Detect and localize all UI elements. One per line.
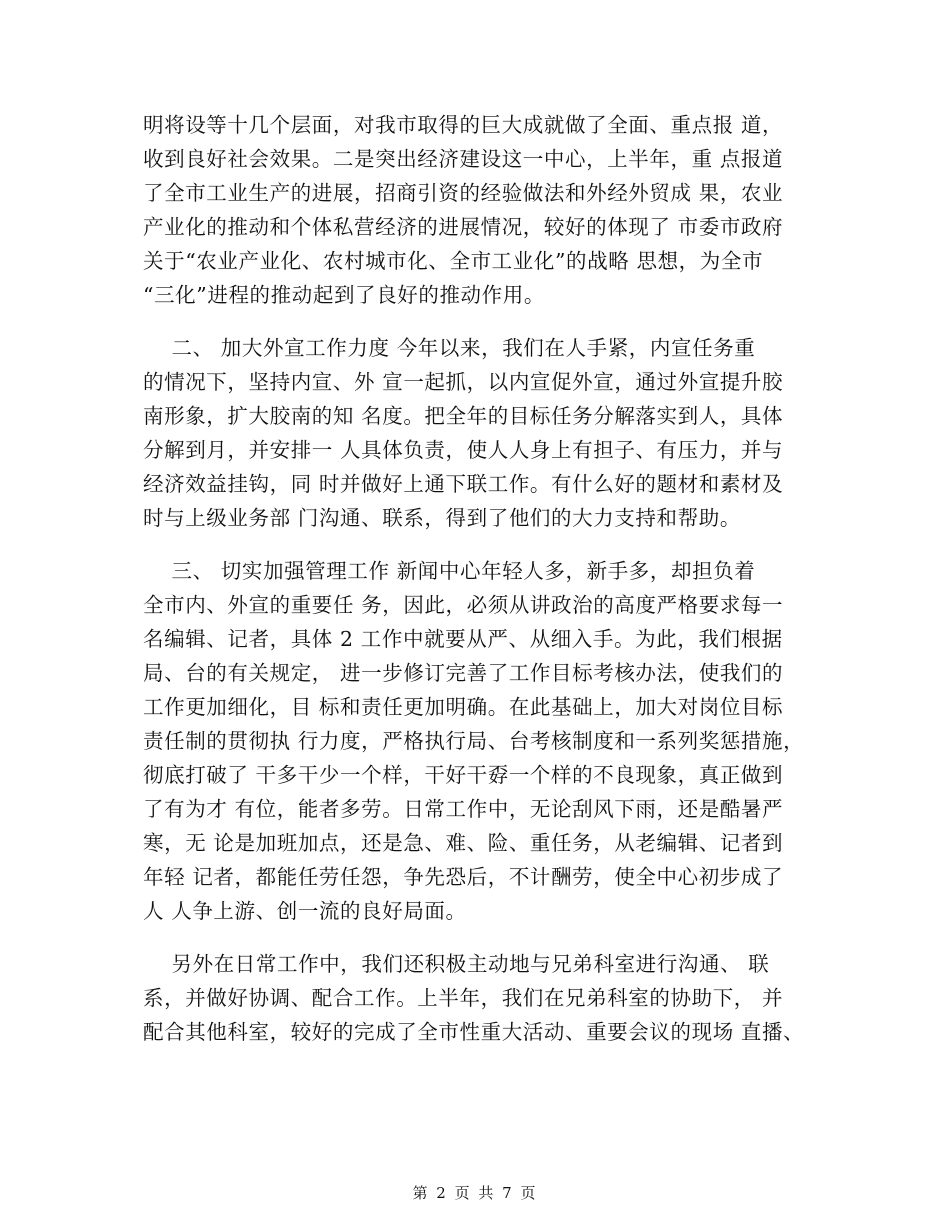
text-line: 另外在日常工作中，我们还积极主动地与兄弟科室进行沟通、 联 [143,952,770,976]
text-line: 寒，无 论是加班加点，还是急、难、险、重任务，从老编辑、记者到 [143,831,784,855]
text-line: 配合其他科室，较好的完成了全市性重大活动、重要会议的现场 直播、 [143,1020,805,1044]
text-line: 年轻 记者，都能任劳任怨，争先恐后，不计酬劳，使全中心初步成了 [143,865,784,889]
text-line: 名编辑、记者，具体 2 工作中就要从严、从细入手。为此，我们根据 [143,627,783,651]
text-line: 二、 加大外宣工作力度 今年以来，我们在人手紧，内宣任务重 [143,336,756,360]
text-line: 明将设等十几个层面，对我市取得的巨大成就做了全面、重点报 道， [143,113,784,137]
text-line: 彻底打破了 干多干少一个样，干好干孬一个样的不良现象，真正做到 [143,763,784,787]
text-line: 人 人争上游、创一流的良好局面。 [143,899,467,923]
text-line: 产业化的推动和个体私营经济的进展情况，较好的体现了 市委市政府 [143,215,784,239]
text-line: 责任制的贯彻执 行力度，严格执行局、台考核制度和一系列奖惩措施， [143,729,805,753]
text-line: 南形象，扩大胶南的知 名度。把全年的目标任务分解落实到人，具体 [143,404,784,428]
text-line: 时与上级业务部 门沟通、联系，得到了他们的大力支持和帮助。 [143,506,741,530]
text-line: 系，并做好协调、配合工作。上半年，我们在兄弟科室的协助下， 并 [143,986,784,1010]
text-line: 局、台的有关规定， 进一步修订完善了工作目标考核办法，使我们的 [143,661,784,685]
text-line: 收到良好社会效果。二是突出经济建设这一中心，上半年，重 点报道 [143,147,784,171]
text-line: 关于“农业产业化、农村城市化、全市工业化”的战略 思想，为全市 [143,249,764,273]
text-line: 分解到月，并安排一 人具体负责，使人人身上有担子、有压力，并与 [143,438,784,462]
text-line: 全市内、外宣的重要任 务，因此，必须从讲政治的高度严格要求每一 [143,593,784,617]
text-line: 三、 切实加强管理工作 新闻中心年轻人多，新手多，却担负着 [143,559,756,583]
text-line: 了有为才 有位，能者多劳。日常工作中，无论刮风下雨，还是酷暑严 [143,797,784,821]
page-number-footer: 第 2 页 共 7 页 [412,1184,538,1202]
text-line: “三化”进程的推动起到了良好的推动作用。 [143,283,545,307]
text-line: 工作更加细化，目 标和责任更加明确。在此基础上，加大对岗位目标 [143,695,784,719]
text-line: 的情况下，坚持内宣、外 宣一起抓，以内宣促外宣，通过外宣提升胶 [143,370,784,394]
text-line: 了全市工业生产的进展，招商引资的经验做法和外经外贸成 果，农业 [143,181,784,205]
text-line: 经济效益挂钩，同 时并做好上通下联工作。有什么好的题材和素材及 [143,472,784,496]
